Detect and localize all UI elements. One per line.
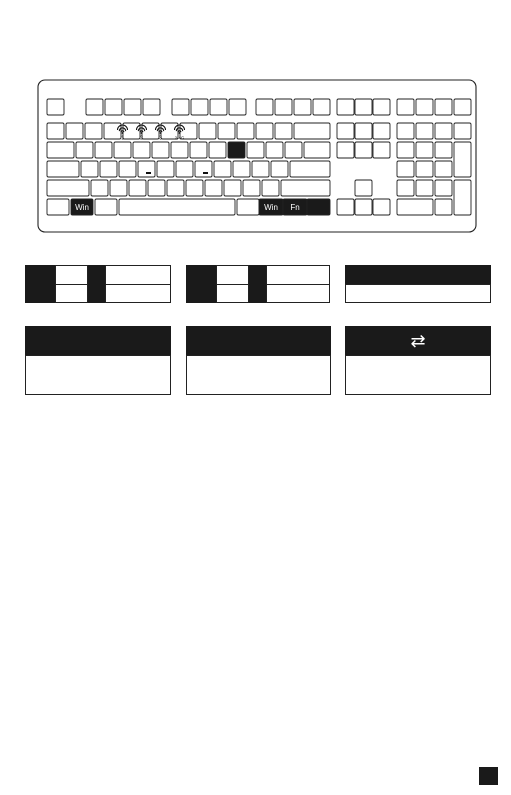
highlighted-key xyxy=(228,142,245,158)
key xyxy=(373,142,390,158)
key xyxy=(275,99,292,115)
key xyxy=(114,142,131,158)
panel-2-cell-right-top xyxy=(266,265,330,285)
key xyxy=(397,123,414,139)
key xyxy=(76,142,93,158)
key xyxy=(176,161,193,177)
right-alt-key xyxy=(237,199,259,215)
key xyxy=(167,180,184,196)
left-alt-key xyxy=(95,199,117,215)
numpad-enter-key xyxy=(454,180,471,215)
key xyxy=(247,142,264,158)
key xyxy=(355,123,372,139)
key xyxy=(224,180,241,196)
keyboard-diagram xyxy=(0,0,511,240)
right-ctrl-key xyxy=(307,199,330,215)
panel-1-left-block xyxy=(25,265,55,303)
key xyxy=(119,161,136,177)
key xyxy=(256,99,273,115)
connection-slot-label: 1 xyxy=(121,135,124,142)
key xyxy=(171,142,188,158)
key xyxy=(337,99,354,115)
key xyxy=(355,99,372,115)
key xyxy=(237,123,254,139)
key xyxy=(416,161,433,177)
key xyxy=(454,99,471,115)
key xyxy=(105,99,122,115)
panel-3-header xyxy=(345,265,491,285)
key xyxy=(294,99,311,115)
win-right-label: Win xyxy=(264,203,278,212)
key xyxy=(86,99,103,115)
key xyxy=(435,99,452,115)
home-bump xyxy=(203,172,208,174)
key xyxy=(214,161,231,177)
key xyxy=(138,161,155,177)
key xyxy=(416,99,433,115)
right-shift-key xyxy=(281,180,330,196)
key xyxy=(218,123,235,139)
panel-2-cell-bottom xyxy=(216,284,249,303)
key xyxy=(416,142,433,158)
numpad-plus-key xyxy=(454,142,471,177)
key xyxy=(454,123,471,139)
info-panel-3-body xyxy=(345,355,491,395)
key xyxy=(397,142,414,158)
tab-key xyxy=(47,142,74,158)
enter-key xyxy=(290,161,330,177)
panel-1-cell-top xyxy=(55,265,88,285)
panel-1-cell-right-bottom xyxy=(105,284,171,303)
key xyxy=(435,142,452,158)
left-shift-key xyxy=(47,180,89,196)
backspace-key xyxy=(294,123,330,139)
info-panel-2-body xyxy=(186,355,331,395)
panel-2-cell-top xyxy=(216,265,249,285)
key xyxy=(397,99,414,115)
key xyxy=(416,180,433,196)
panel-2-mid-block xyxy=(249,265,266,303)
key xyxy=(205,180,222,196)
key xyxy=(266,142,283,158)
key xyxy=(435,180,452,196)
info-panel-1-header xyxy=(25,326,171,356)
key xyxy=(373,99,390,115)
numpad-zero-key xyxy=(397,199,433,215)
home-bump xyxy=(146,172,151,174)
panel-2-left-block xyxy=(186,265,216,303)
key xyxy=(229,99,246,115)
arrow-key xyxy=(337,199,354,215)
key xyxy=(233,161,250,177)
info-panel-1-body xyxy=(25,355,171,395)
key xyxy=(337,142,354,158)
swap-arrows-icon: ⇄ xyxy=(410,331,426,351)
key xyxy=(91,180,108,196)
capslock-key xyxy=(47,161,79,177)
left-ctrl-key xyxy=(47,199,69,215)
win-left-label: Win xyxy=(75,203,89,212)
key xyxy=(85,123,102,139)
panel-3-body xyxy=(345,284,491,303)
key xyxy=(209,142,226,158)
backslash-key xyxy=(304,142,330,158)
key xyxy=(95,142,112,158)
key xyxy=(110,180,127,196)
connection-slot-label: 2.4G xyxy=(174,135,185,141)
key xyxy=(133,142,150,158)
key xyxy=(397,161,414,177)
key xyxy=(124,99,141,115)
panel-1-cell-right-top xyxy=(105,265,171,285)
key xyxy=(275,123,292,139)
arrow-key xyxy=(373,199,390,215)
arrow-key xyxy=(355,199,372,215)
key xyxy=(210,99,227,115)
key xyxy=(435,123,452,139)
key xyxy=(313,99,330,115)
key xyxy=(435,161,452,177)
key xyxy=(143,99,160,115)
key xyxy=(285,142,302,158)
key xyxy=(252,161,269,177)
key xyxy=(355,142,372,158)
info-panel-3-header xyxy=(345,326,491,356)
panel-2-cell-right-bottom xyxy=(266,284,330,303)
panel-1-mid-block xyxy=(88,265,105,303)
key xyxy=(100,161,117,177)
key xyxy=(416,123,433,139)
connection-slot-label: 3 xyxy=(159,135,162,142)
key xyxy=(186,180,203,196)
key xyxy=(47,99,64,115)
key xyxy=(152,142,169,158)
page-corner-mark xyxy=(479,767,498,785)
panel-1-cell-bottom xyxy=(55,284,88,303)
key xyxy=(337,123,354,139)
arrow-up-key xyxy=(355,180,372,196)
key xyxy=(148,180,165,196)
key xyxy=(199,123,216,139)
key xyxy=(190,142,207,158)
key xyxy=(66,123,83,139)
spacebar-key xyxy=(119,199,235,215)
key xyxy=(262,180,279,196)
key xyxy=(191,99,208,115)
info-panel-2-header xyxy=(186,326,331,356)
key xyxy=(195,161,212,177)
key xyxy=(104,123,121,139)
key xyxy=(397,180,414,196)
key xyxy=(81,161,98,177)
fn-label: Fn xyxy=(290,203,300,212)
key xyxy=(47,123,64,139)
key xyxy=(271,161,288,177)
key xyxy=(256,123,273,139)
key xyxy=(157,161,174,177)
key xyxy=(243,180,260,196)
key xyxy=(172,99,189,115)
key xyxy=(129,180,146,196)
connection-slot-label: 2 xyxy=(140,135,143,142)
numpad-dot-key xyxy=(435,199,452,215)
key xyxy=(373,123,390,139)
